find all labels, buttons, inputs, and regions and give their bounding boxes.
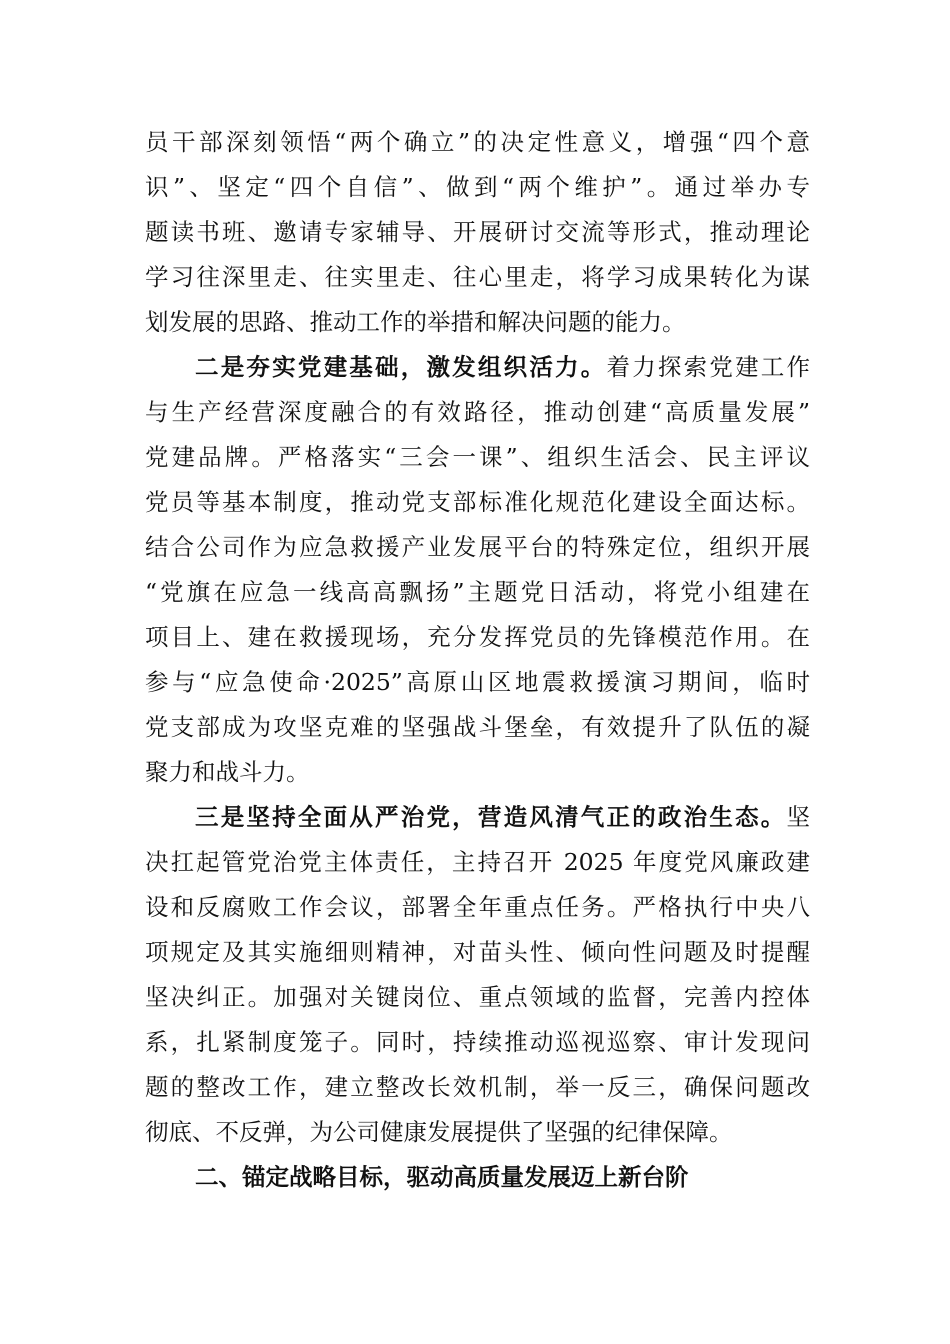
text-line: 坚决纠正。加强对关键岗位、重点领域的监督，完善内控体: [145, 983, 810, 1011]
text-line: 结合公司作为应急救援产业发展平台的特殊定位，组织开展: [145, 533, 810, 561]
text-line: 题的整改工作，建立整改长效机制，举一反三，确保问题改: [145, 1073, 810, 1101]
text-run: 坚: [786, 803, 810, 831]
text-line: 彻底、不反弹，为公司健康发展提供了坚强的纪律保障。: [145, 1118, 733, 1146]
text-line: 党支部成为攻坚克难的坚强战斗堡垒，有效提升了队伍的凝: [145, 713, 810, 741]
text-line: 决扛起管党治党主体责任，主持召开 2025 年度党风廉政建: [145, 848, 810, 876]
section-heading: 二、锚定战略目标，驱动高质量发展迈上新台阶: [195, 1163, 689, 1191]
text-line: 题读书班、邀请专家辅导、开展研讨交流等形式，推动理论: [145, 218, 810, 246]
text-line: 项目上、建在救援现场，充分发挥党员的先锋模范作用。在: [145, 623, 810, 651]
text-line: 与生产经营深度融合的有效路径，推动创建“高质量发展”: [145, 398, 810, 426]
paragraph-lead: 三是坚持全面从严治党，营造风清气正的政治生态。: [195, 803, 787, 831]
text-line: 划发展的思路、推动工作的举措和解决问题的能力。: [145, 308, 686, 336]
text-line: 聚力和战斗力。: [145, 758, 310, 786]
text-line: 党员等基本制度，推动党支部标准化规范化建设全面达标。: [145, 488, 810, 516]
text-line: 系，扎紧制度笼子。同时，持续推动巡视巡察、审计发现问: [145, 1028, 810, 1056]
text-line: 参与“应急使命·2025”高原山区地震救援演习期间，临时: [145, 668, 810, 696]
text-line: 党建品牌。严格落实“三会一课”、组织生活会、民主评议: [145, 443, 810, 471]
text-line: 设和反腐败工作会议，部署全年重点任务。严格执行中央八: [145, 893, 810, 921]
text-line: “党旗在应急一线高高飘扬”主题党日活动，将党小组建在: [145, 578, 810, 606]
text-run: 着力探索党建工作: [606, 353, 811, 381]
text-line: 识”、坚定“四个自信”、做到“两个维护”。通过举办专: [145, 173, 810, 201]
paragraph-first-line: [195, 352, 810, 382]
text-line: 学习往深里走、往实里走、往心里走，将学习成果转化为谋: [145, 263, 810, 291]
text-line: 员干部深刻领悟“两个确立”的决定性意义，增强“四个意: [145, 128, 810, 156]
paragraph-first-line: [195, 802, 810, 832]
text-line: 项规定及其实施细则精神，对苗头性、倾向性问题及时提醒: [145, 938, 810, 966]
paragraph-lead: 二是夯实党建基础，激发组织活力。: [195, 353, 607, 381]
